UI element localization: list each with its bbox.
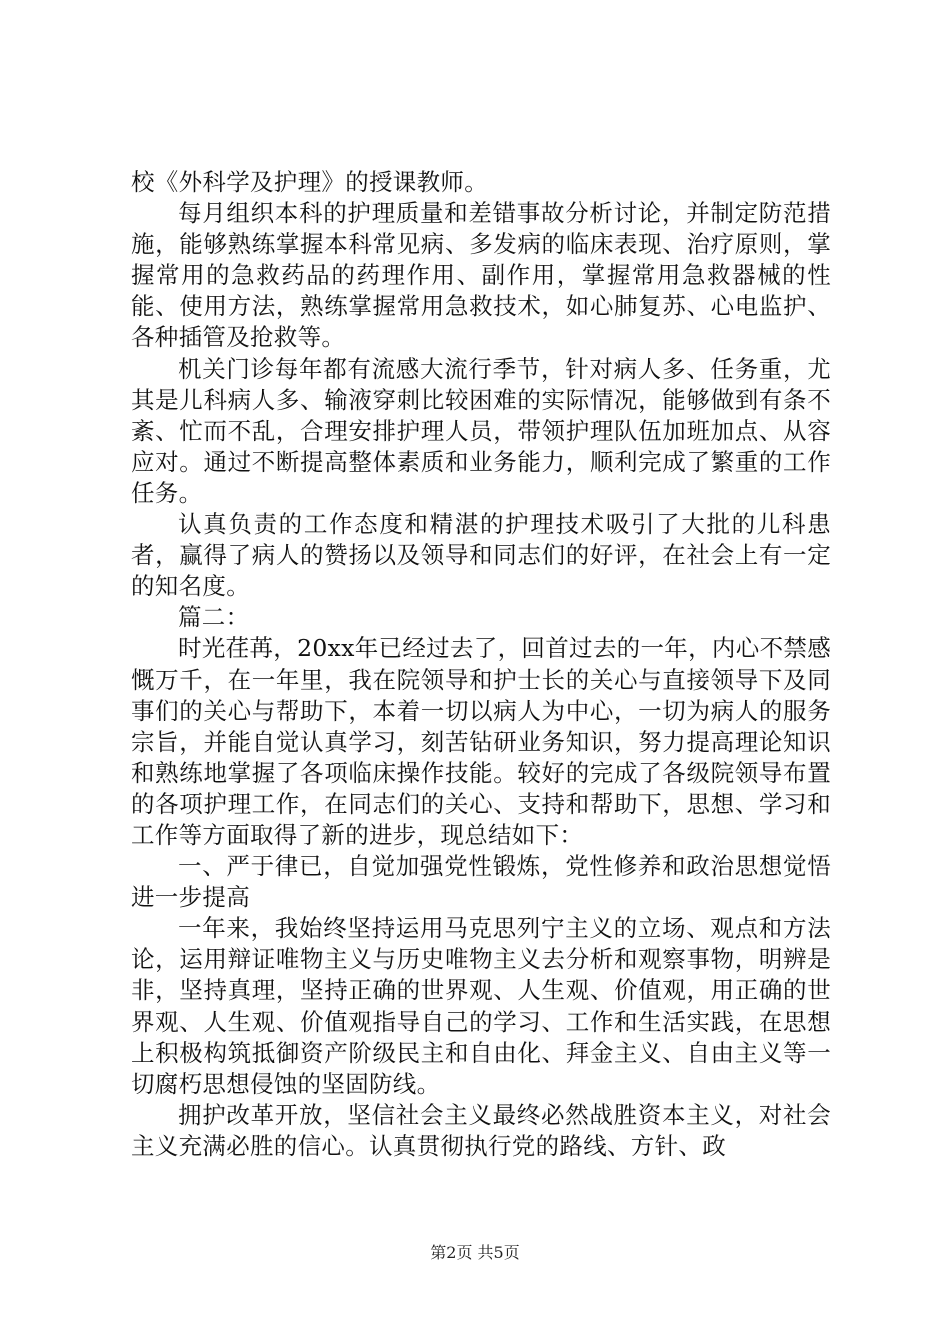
paragraph-1: 校《外科学及护理》的授课教师。 (131, 168, 488, 196)
paragraph-4: 认真负责的工作态度和精湛的护理技术吸引了大批的儿科患者，赢得了病人的赞扬以及领导和同志们的好评，在社会上有一定的知名度。 (131, 510, 831, 601)
paragraph-2: 每月组织本科的护理质量和差错事故分析讨论，并制定防范措施，能够熟练掌握本科常见病、多发病的临床表现、治疗原则，掌握常用的急救药品的药理作用、副作用，掌握常用急救器械的性能、使用方法，熟练掌握常用急救技术，如心肺复苏、心电监护、各种插管及抢救等。 (131, 199, 831, 352)
paragraph-6: 时光荏苒，20xx年已经过去了，回首过去的一年，内心不禁感慨万千，在一年里，我在院领导和护士长的关心与直接领导下及同事们的关心与帮助下，本着一切以病人为中心，一切为病人的服务宗旨，并能自觉认真学习，刻苦钻研业务知识，努力提高理论知识和熟练地掌握了各项临床操作技能。较好的完成了各级院领导布置的各项护理工作，在同志们的关心、支持和帮助下，思想、学习和工作等方面取得了新的进步，现总结如下： (131, 634, 831, 849)
document-body (131, 167, 831, 1162)
paragraph-3: 机关门诊每年都有流感大流行季节，针对病人多、任务重，尤其是儿科病人多、输液穿刺比较困难的实际情况，能够做到有条不紊、忙而不乱，合理安排护理人员，带领护理队伍加班加点、从容应对。通过不断提高整体素质和业务能力，顺利完成了繁重的工作任务。 (131, 354, 831, 507)
paragraph-9: 拥护改革开放，坚信社会主义最终必然战胜资本主义，对社会主义充满必胜的信心。认真贯彻执行党的路线、方针、政 (131, 1100, 831, 1160)
section-heading-part-two: 篇二： (178, 603, 250, 632)
paragraph-8: 一年来，我始终坚持运用马克思列宁主义的立场、观点和方法论，运用辩证唯物主义与历史唯物主义去分析和观察事物，明辨是非，坚持真理，坚持正确的世界观、人生观、价值观，用正确的世界观、人生观、价值观指导自己的学习、工作和生活实践，在思想上积极构筑抵御资产阶级民主和自由化、拜金主义、自由主义等一切腐朽思想侵蚀的坚固防线。 (131, 914, 831, 1098)
subheading-one: 一、严于律已，自觉加强党性锻炼，党性修养和政治思想觉悟进一步提高 (131, 852, 831, 912)
page-number-footer: 第2页 共5页 (430, 1243, 520, 1262)
